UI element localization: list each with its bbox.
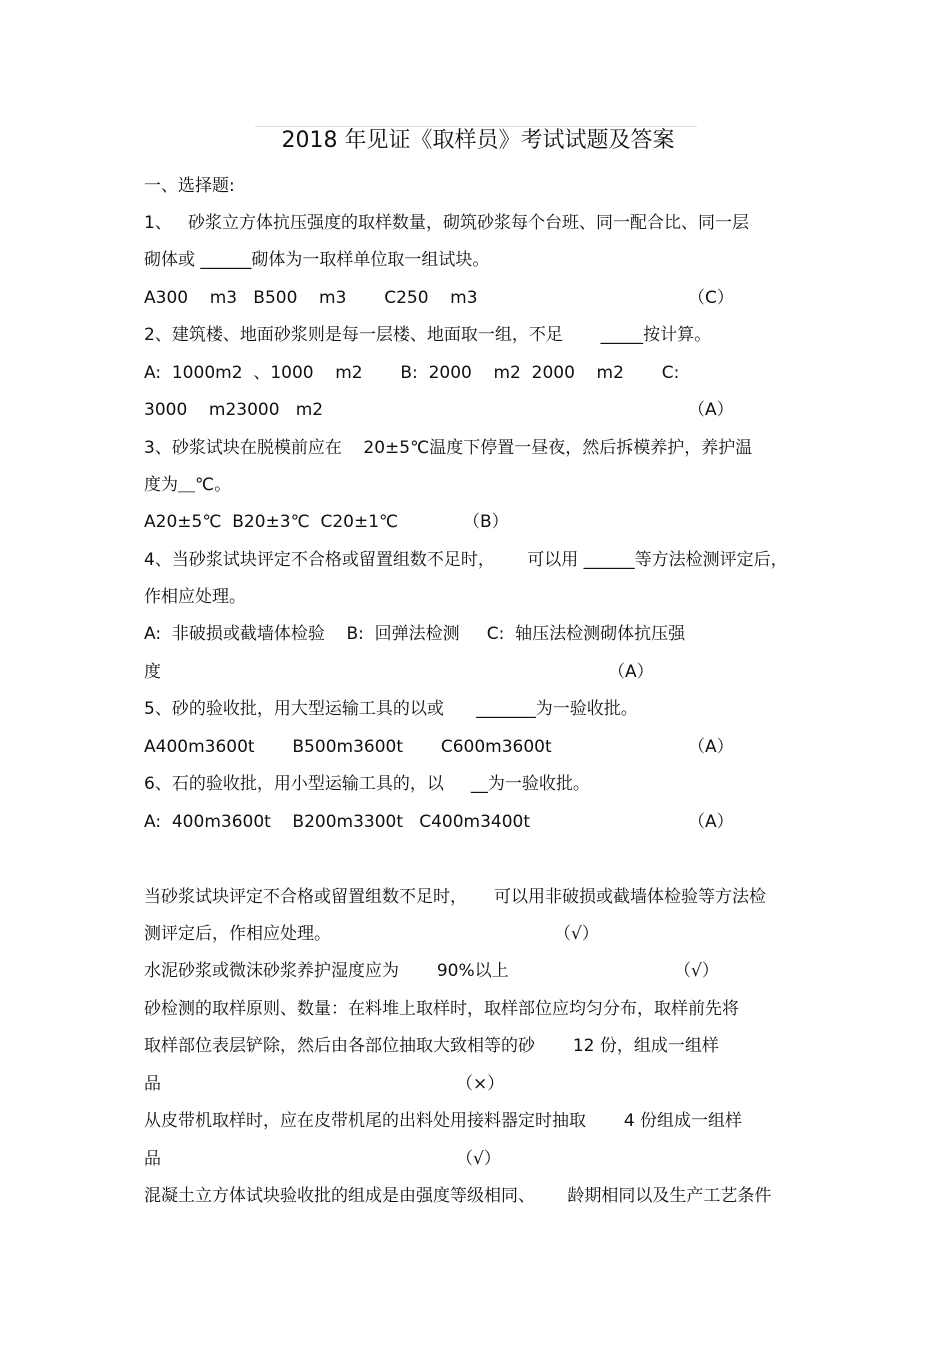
statement-line: 测评定后，作相应处理。 bbox=[144, 924, 331, 944]
statement-line: 品 bbox=[144, 1074, 161, 1094]
options-line: 度 bbox=[144, 662, 161, 682]
answer-mark: （C） bbox=[688, 288, 734, 308]
statement-line: 混凝土立方体试块验收批的组成是由强度等级相同、 龄期相同以及生产工艺条件 bbox=[144, 1186, 772, 1206]
statement-line: 砂检测的取样原则、数量：在料堆上取样时，取样部位应均匀分布，取样前先将 bbox=[144, 999, 739, 1019]
answer-mark: （×） bbox=[456, 1074, 505, 1094]
options-line: A20±5℃ B20±3℃ C20±1℃ （B） bbox=[144, 512, 509, 532]
statement-line: 品 bbox=[144, 1149, 161, 1169]
answer-mark: （A） bbox=[688, 812, 734, 832]
page-title: 2018 年见证《取样员》考试试题及答案 bbox=[281, 128, 675, 153]
options-line: A400m3600t B500m3600t C600m3600t bbox=[144, 737, 552, 757]
options-line: A: 400m3600t B200m3300t C400m3400t bbox=[144, 812, 531, 832]
statement-line: 从皮带机取样时，应在皮带机尾的出料处用接料器定时抽取 4 份组成一组样 bbox=[144, 1111, 743, 1131]
question-line: 3、砂浆试块在脱模前应在 20±5℃温度下停置一昼夜，然后拆模养护，养护温 bbox=[144, 438, 753, 458]
options-line: A: 非破损或截墙体检验 B: 回弹法检测 C: 轴压法检测砌体抗压强 bbox=[144, 624, 686, 644]
question-line: 5、砂的验收批，用大型运输工具的以或 _______为一验收批。 bbox=[144, 699, 638, 719]
section-heading: 一、选择题: bbox=[144, 176, 235, 196]
statement-line: 取样部位表层铲除，然后由各部位抽取大致相等的砂 12 份，组成一组样 bbox=[144, 1036, 719, 1056]
options-line: A300 m3 B500 m3 C250 m3 bbox=[144, 288, 478, 308]
statement-line: 水泥砂浆或微沫砂浆养护湿度应为 90%以上 bbox=[144, 961, 509, 981]
answer-mark: （√） bbox=[674, 961, 719, 981]
statement-line: 当砂浆试块评定不合格或留置组数不足时， 可以用非破损或截墙体检验等方法检 bbox=[144, 887, 767, 907]
question-line: 4、当砂浆试块评定不合格或留置组数不足时， 可以用 ______等方法检测评定后， bbox=[144, 550, 788, 570]
question-line: 1、 砂浆立方体抗压强度的取样数量，砌筑砂浆每个台班、同一配合比、同一层 bbox=[144, 213, 750, 233]
answer-mark: （√） bbox=[554, 924, 599, 944]
answer-mark: （A） bbox=[688, 400, 734, 420]
question-line: 砌体或 ______砌体为一取样单位取一组试块。 bbox=[144, 250, 490, 270]
answer-mark: （A） bbox=[608, 662, 654, 682]
answer-mark: （A） bbox=[688, 737, 734, 757]
options-line: A: 1000m2 、1000 m2 B: 2000 m2 2000 m2 C: bbox=[144, 363, 680, 383]
question-line: 6、石的验收批，用小型运输工具的，以 __为一验收批。 bbox=[144, 774, 590, 794]
answer-mark: （√） bbox=[456, 1149, 501, 1169]
question-line: 作相应处理。 bbox=[144, 587, 246, 607]
question-line: 度为＿℃。 bbox=[144, 475, 232, 495]
options-line: 3000 m23000 m2 bbox=[144, 400, 324, 420]
question-line: 2、建筑楼、地面砂浆则是每一层楼、地面取一组，不足 _____按计算。 bbox=[144, 325, 712, 345]
